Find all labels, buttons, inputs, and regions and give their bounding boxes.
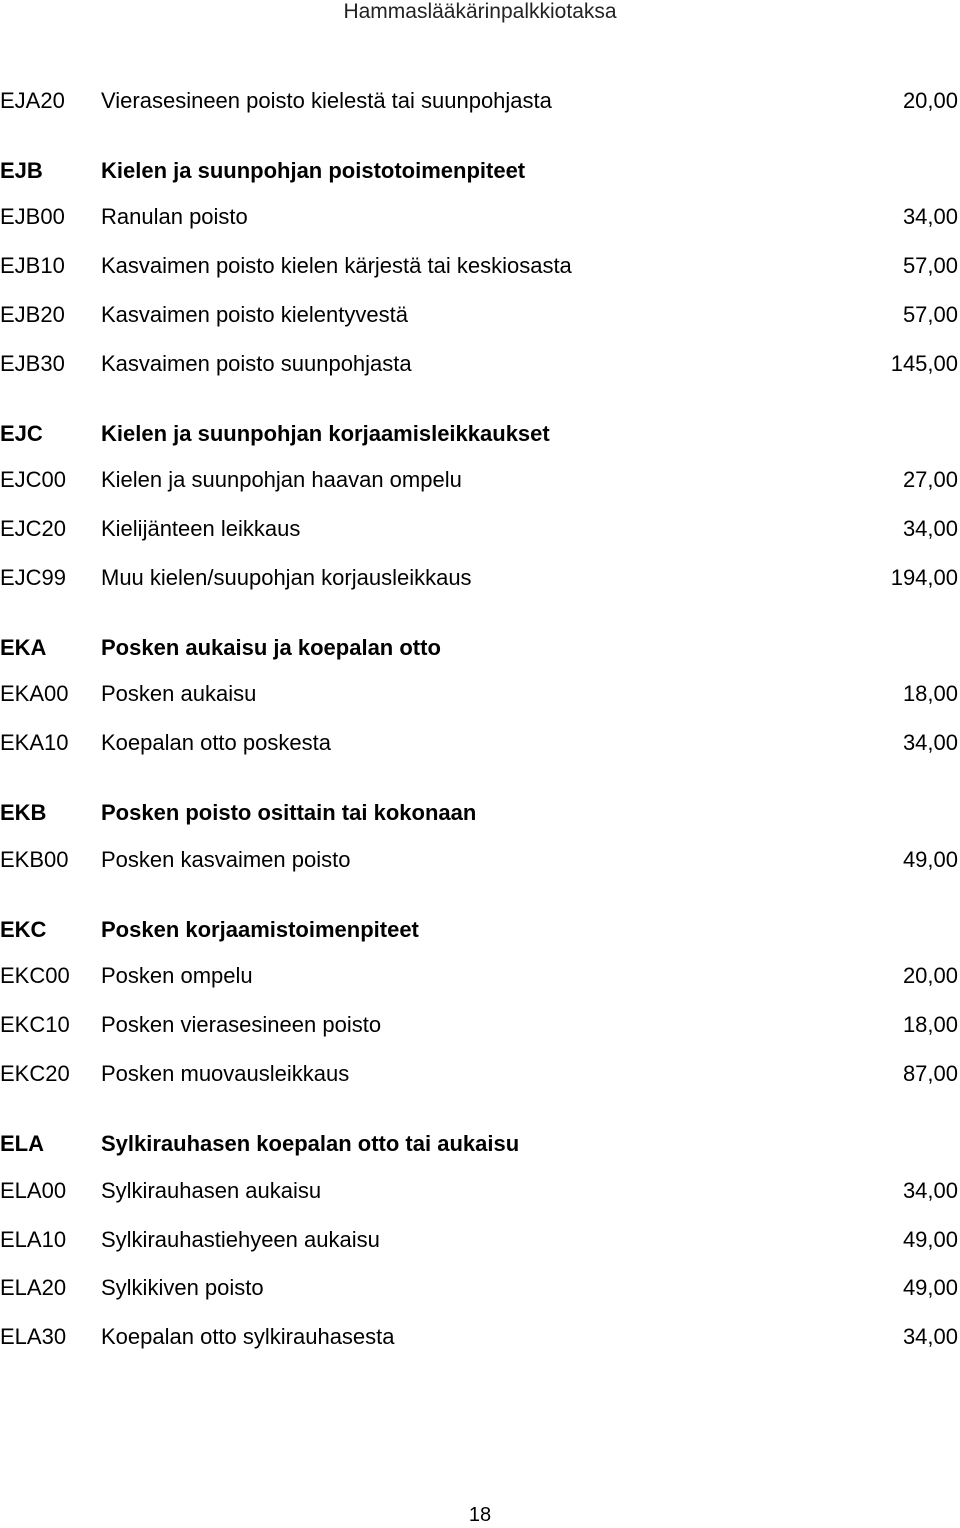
procedure-code: EJB20 <box>0 302 65 327</box>
procedure-fee: 49,00 <box>902 1275 958 1300</box>
procedure-code: EJB00 <box>0 204 65 229</box>
procedure-code: EKC20 <box>0 1061 70 1086</box>
procedure-fee: 87,00 <box>902 1061 958 1086</box>
group-title: Kielen ja suunpohjan korjaamisleikkaukset <box>101 421 550 446</box>
procedure-fee: 20,00 <box>902 88 958 113</box>
procedure-fee: 34,00 <box>902 1324 958 1349</box>
procedure-description: Koepalan otto sylkirauhasesta <box>101 1324 395 1349</box>
procedure-fee: 34,00 <box>902 730 958 755</box>
procedure-fee: 34,00 <box>902 1178 958 1203</box>
procedure-code: EJC00 <box>0 467 67 492</box>
fee-row <box>0 728 960 758</box>
procedure-description: Vierasesineen poisto kielestä tai suunpohjasta <box>101 88 552 113</box>
procedure-fee: 194,00 <box>890 565 958 590</box>
procedure-code: ELA30 <box>0 1324 67 1349</box>
group-title: Posken aukaisu ja koepalan otto <box>101 635 441 660</box>
procedure-description: Posken aukaisu <box>101 681 257 706</box>
procedure-fee: 18,00 <box>902 681 958 706</box>
procedure-description: Sylkirauhasen aukaisu <box>101 1178 322 1203</box>
group-heading-row <box>0 798 960 828</box>
procedure-description: Kielen ja suunpohjan haavan ompelu <box>101 467 462 492</box>
procedure-description: Sylkirauhastiehyeen aukaisu <box>101 1227 380 1252</box>
group-heading-row <box>0 156 960 186</box>
procedure-description: Kielijänteen leikkaus <box>101 516 301 541</box>
group-title: Posken poisto osittain tai kokonaan <box>101 800 477 825</box>
procedure-code: EKB00 <box>0 847 69 872</box>
fee-row <box>0 202 960 232</box>
procedure-code: EKC10 <box>0 1012 70 1037</box>
procedure-fee: 49,00 <box>902 1227 958 1252</box>
procedure-code: EJC20 <box>0 516 67 541</box>
procedure-code: ELA20 <box>0 1275 67 1300</box>
fee-row <box>0 679 960 709</box>
group-code: EKC <box>0 917 47 942</box>
procedure-fee: 34,00 <box>902 204 958 229</box>
procedure-description: Sylkikiven poisto <box>101 1275 264 1300</box>
page-number: 18 <box>468 1504 492 1526</box>
procedure-code: EKA00 <box>0 681 69 706</box>
group-title: Kielen ja suunpohjan poistotoimenpiteet <box>101 158 526 183</box>
fee-row <box>0 251 960 281</box>
group-heading-row <box>0 633 960 663</box>
procedure-code: EJB10 <box>0 253 65 278</box>
procedure-code: EKA10 <box>0 730 69 755</box>
procedure-fee: 20,00 <box>902 963 958 988</box>
fee-row <box>0 86 960 116</box>
group-title: Sylkirauhasen koepalan otto tai aukaisu <box>101 1131 520 1156</box>
fee-row <box>0 1059 960 1089</box>
fee-row <box>0 1322 960 1352</box>
procedure-description: Posken vierasesineen poisto <box>101 1012 382 1037</box>
procedure-code: EJA20 <box>0 88 65 113</box>
fee-row <box>0 1273 960 1303</box>
group-code: EJC <box>0 421 43 446</box>
fee-row <box>0 465 960 495</box>
group-code: EJB <box>0 158 43 183</box>
procedure-description: Muu kielen/suupohjan korjausleikkaus <box>101 565 472 590</box>
procedure-description: Posken ompelu <box>101 963 253 988</box>
procedure-code: EJC99 <box>0 565 67 590</box>
procedure-description: Posken kasvaimen poisto <box>101 847 351 872</box>
procedure-code: ELA10 <box>0 1227 67 1252</box>
fee-row <box>0 1176 960 1206</box>
page-header: Hammaslääkärinpalkkiotaksa <box>343 0 617 23</box>
procedure-fee: 57,00 <box>902 302 958 327</box>
fee-row <box>0 563 960 593</box>
procedure-code: EJB30 <box>0 351 65 376</box>
procedure-description: Kasvaimen poisto suunpohjasta <box>101 351 412 376</box>
procedure-fee: 49,00 <box>902 847 958 872</box>
fee-row <box>0 1010 960 1040</box>
fee-row <box>0 514 960 544</box>
group-code: EKA <box>0 635 47 660</box>
procedure-description: Koepalan otto poskesta <box>101 730 331 755</box>
procedure-fee: 18,00 <box>902 1012 958 1037</box>
procedure-description: Ranulan poisto <box>101 204 248 229</box>
fee-row <box>0 1225 960 1255</box>
procedure-description: Kasvaimen poisto kielentyvestä <box>101 302 408 327</box>
group-heading-row <box>0 419 960 449</box>
group-heading-row <box>0 1129 960 1159</box>
procedure-description: Kasvaimen poisto kielen kärjestä tai keskiosasta <box>101 253 572 278</box>
fee-row <box>0 845 960 875</box>
procedure-code: ELA00 <box>0 1178 67 1203</box>
procedure-code: EKC00 <box>0 963 70 988</box>
procedure-fee: 57,00 <box>902 253 958 278</box>
group-title: Posken korjaamistoimenpiteet <box>101 917 419 942</box>
procedure-description: Posken muovausleikkaus <box>101 1061 350 1086</box>
group-heading-row <box>0 915 960 945</box>
fee-row <box>0 961 960 991</box>
group-code: EKB <box>0 800 47 825</box>
procedure-fee: 34,00 <box>902 516 958 541</box>
group-code: ELA <box>0 1131 44 1156</box>
fee-row <box>0 349 960 379</box>
procedure-fee: 145,00 <box>890 351 958 376</box>
procedure-fee: 27,00 <box>902 467 958 492</box>
fee-row <box>0 300 960 330</box>
